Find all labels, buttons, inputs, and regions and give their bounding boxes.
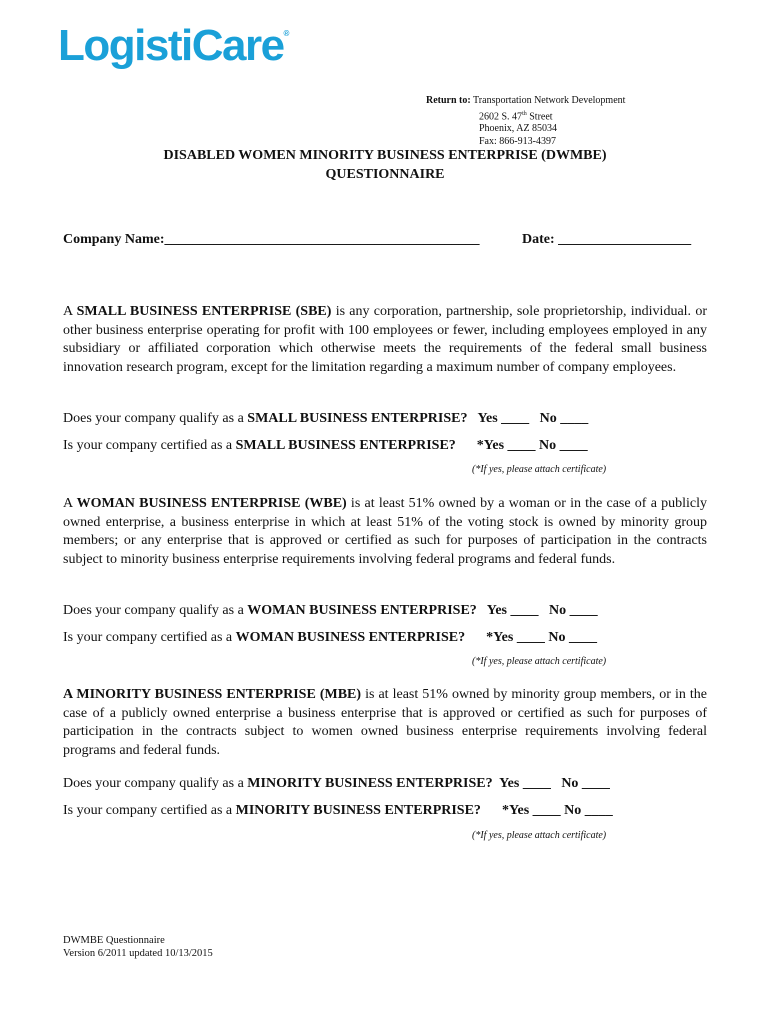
return-address [426,95,625,148]
mbe-qualify-answer: Yes ____ No ____ [492,776,610,791]
return-line3: Phoenix, AZ 85034 [479,123,558,135]
sbe-certified-question[interactable]: Is your company certified as a SMALL BUSINESS ENTERPRISE? *Yes ____ No ____ [63,438,588,453]
footer-line1: DWMBE Questionnaire [63,935,165,946]
title-line2: QUESTIONNAIRE [325,167,445,182]
mbe-term: A MINORITY BUSINESS ENTERPRISE (MBE) [63,687,362,702]
mbe-definition: A MINORITY BUSINESS ENTERPRISE (MBE) is at least 51% owned by minority group members, or in the case of a publicly owned enterprise a business enterprise that is approved or certified as such for purposes of participation in the contracts subject to women owned business enterprise requirements involving federal programs and federal funds. [63,687,707,758]
sbe-qualify-answer: Yes ____ No ____ [467,411,589,426]
mbe-qualify-question[interactable]: Does your company qualify as a MINORITY BUSINESS ENTERPRISE? Yes ____ No ____ [63,776,610,791]
sbe-certificate-note: (*If yes, please attach certificate) [472,464,607,475]
return-label: Return to: [426,95,471,106]
mbe-certified-question[interactable]: Is your company certified as a MINORITY BUSINESS ENTERPRISE? *Yes ____ No ____ [63,803,613,818]
sbe-term: SMALL BUSINESS ENTERPRISE (SBE) [76,304,332,319]
document-title [0,146,770,184]
footer-line2: Version 6/2011 updated 10/13/2015 [63,948,213,959]
mbe-certificate-note: (*If yes, please attach certificate) [472,830,607,841]
sbe-certified-answer: *Yes ____ No ____ [455,438,588,453]
logo-text: LogistiCare [58,21,284,70]
title-line1: DISABLED WOMEN MINORITY BUSINESS ENTERPRISE (DWMBE) [163,148,607,163]
wbe-term: WOMAN BUSINESS ENTERPRISE (WBE) [76,496,347,511]
sbe-definition: A SMALL BUSINESS ENTERPRISE (SBE) is any corporation, partnership, sole proprietorship, individual. or other business enterprise operating for profit with 100 employees or fewer, including employees employed in any subsidiary or affiliated corporation which otherwise meets the requirements of the federal small business innovation research program, except for the limitation regarding a maximum number of company employees. [63,304,707,375]
wbe-qualify-answer: Yes ____ No ____ [476,603,598,618]
sbe-qualify-question[interactable]: Does your company qualify as a SMALL BUSINESS ENTERPRISE? Yes ____ No ____ [63,411,589,426]
wbe-qualify-question[interactable]: Does your company qualify as a WOMAN BUSINESS ENTERPRISE? Yes ____ No ____ [63,603,598,618]
wbe-definition: A WOMAN BUSINESS ENTERPRISE (WBE) is at least 51% owned by a woman or in the case of a publicly owned enterprise, a business enterprise in which at least 51% of the voting stock is owned by minority group members; or any enterprise that is approved or certified as such for purposes of participation in the contracts subject to minority business enterprise requirements involving federal programs and federal funds. [63,496,708,567]
mbe-certified-answer: *Yes ____ No ____ [480,803,613,818]
wbe-certified-answer: *Yes ____ No ____ [465,630,597,645]
wbe-certificate-note: (*If yes, please attach certificate) [472,656,607,667]
footer [63,934,213,960]
date-field[interactable]: Date: ___________________ [522,232,692,247]
registered-mark: ® [283,29,290,38]
company-name-field[interactable]: Company Name:_____________________________________________ [63,232,480,247]
logisticare-logo [58,21,290,70]
return-line2: 2602 S. 47th Street [479,110,553,122]
return-line1: Transportation Network Development [473,95,626,106]
wbe-certified-question[interactable]: Is your company certified as a WOMAN BUSINESS ENTERPRISE? *Yes ____ No ____ [63,630,597,645]
return-line4: Fax: 866-913-4397 [479,135,556,147]
